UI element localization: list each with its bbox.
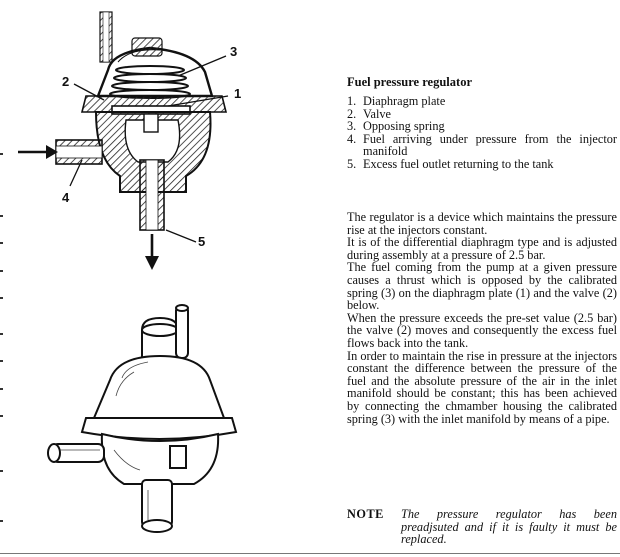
valve (144, 114, 158, 132)
lower-housing (102, 434, 218, 484)
legend-text: Excess fuel outlet returning to the tank (363, 156, 554, 171)
outlet-arrow (145, 256, 159, 270)
regulator-external-view-figure (30, 300, 300, 550)
legend-number: 4. (347, 131, 357, 146)
paragraph: When the pressure exceeds the pre-set value (2.5 bar) the valve (2) moves and consequently the excess fuel flows back into the tank. (347, 310, 617, 350)
description-body (347, 211, 617, 425)
cross-section-drawing (0, 0, 330, 290)
legend-item (347, 133, 617, 158)
parts-legend (347, 95, 617, 171)
legend-number: 5. (347, 156, 357, 171)
legend-number: 1. (347, 94, 357, 108)
legend-text: Opposing spring (363, 119, 445, 134)
retaining-clip (170, 446, 186, 468)
note-label: NOTE (347, 507, 384, 521)
note-text: The pressure regulator has been preadjsuted and if it is faulty it must be replaced. (401, 507, 617, 547)
legend-number: 3. (347, 119, 357, 134)
vacuum-nipple (176, 306, 188, 358)
legend-item (347, 120, 617, 133)
callout-2: 2 (62, 74, 70, 89)
legend-text: Valve (363, 106, 391, 121)
adjuster-cap (132, 38, 162, 56)
legend-text: Fuel arriving under pressure from the injector manifold (363, 131, 617, 159)
paragraph: It is of the differential diaphragm type and is adjusted during assembly at a pressure of 2.5 bar. (347, 235, 617, 262)
callout-3: 3 (230, 44, 238, 59)
legend-text: Diaphragm plate (363, 94, 446, 108)
note-block (347, 508, 617, 546)
bottom-rule (0, 553, 620, 554)
upper-dome (94, 356, 224, 418)
external-view-drawing (30, 300, 300, 550)
legend-number: 2. (347, 106, 357, 121)
legend-item (347, 95, 617, 108)
callout-1: 1 (234, 86, 242, 101)
legend-item (347, 158, 617, 171)
paragraph: In order to maintain the rise in pressure at the injectors constant the difference between the pressure of the fuel and the absolute pressure of the air in the inlet manifold should be constant; this has been achieved by connecting the chmamber housing the calibrated spring (3) with the inlet manifold by means of a pipe. (347, 348, 617, 426)
callout-5: 5 (198, 234, 206, 249)
paragraph: The regulator is a device which maintains the pressure rise at the injectors constant. (347, 210, 617, 237)
regulator-cross-section-figure (0, 0, 330, 290)
paragraph: The fuel coming from the pump at a given pressure causes a thrust which is opposed by the calibrated spring (3) on the diaphragm plate (1) and the valve (2) below. (347, 260, 617, 313)
callout-4: 4 (62, 190, 70, 205)
section-heading: Fuel pressure regulator (347, 75, 472, 89)
